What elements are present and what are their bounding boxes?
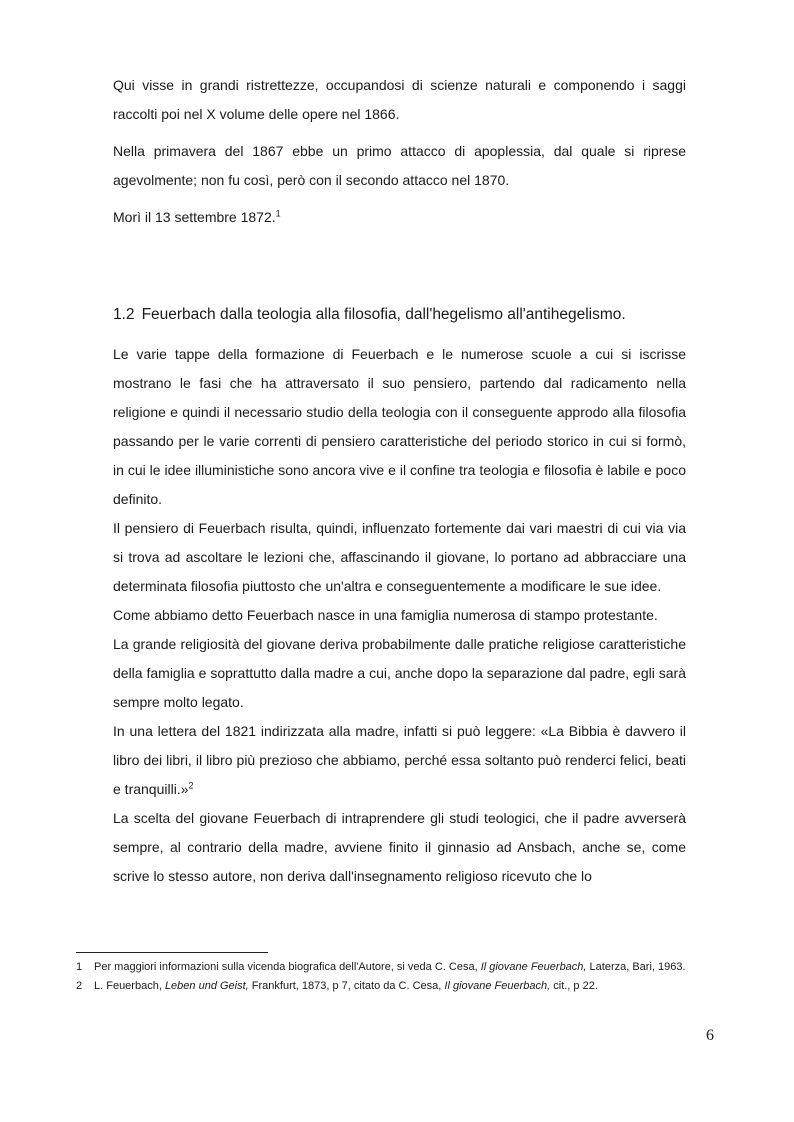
paragraph: Le varie tappe della formazione di Feuerbach e le numerose scuole a cui si iscrisse mostrano le fasi che ha attraversato il suo pensiero, partendo dal radicamento nella religione e quindi il necessario studio della teologia con il conseguente approdo alla filosofia passando per le varie correnti di pensiero caratteristiche del periodo storico in cui si formò, in cui le idee illuministiche sono ancora vive e il confine tra teologia e filosofia è labile e poco definito. bbox=[113, 346, 686, 507]
paragraph: Qui visse in grandi ristrettezze, occupandosi di scienze naturali e componendo i saggi raccolti poi nel X volume delle opere nel 1866. bbox=[113, 77, 686, 122]
footnotes bbox=[76, 960, 748, 997]
section-title: Feuerbach dalla teologia alla filosofia, dall'hegelismo all'antihegelismo. bbox=[141, 306, 626, 323]
paragraph: La grande religiosità del giovane deriva probabilmente dalle pratiche religiose caratteristiche della famiglia e soprattutto dalla madre a cui, anche dopo la separazione dal padre, egli sarà sempre molto legato. bbox=[113, 636, 686, 710]
footnote-text-part: Per maggiori informazioni sulla vicenda biografica dell'Autore, si veda C. Cesa, bbox=[94, 961, 481, 973]
top-text-block bbox=[113, 71, 686, 232]
paragraph: Il pensiero di Feuerbach risulta, quindi, influenzato fortemente dai vari maestri di cui via via si trova ad ascoltare le lezioni che, affascinando il giovane, lo portano ad abbracciare una determinata filosofia piuttosto che un'altra e conseguentemente a modificare le sue idee. bbox=[113, 520, 686, 594]
section-number: 1.2 bbox=[113, 306, 135, 323]
footnote-separator bbox=[76, 952, 268, 953]
paragraph bbox=[113, 717, 686, 804]
footnote-book-title: Il giovane Feuerbach, bbox=[480, 961, 587, 973]
footnote-text bbox=[94, 979, 748, 994]
footnote-number: 1 bbox=[76, 961, 83, 973]
paragraph: Nella primavera del 1867 ebbe un primo attacco di apoplessia, dal quale si riprese agevolmente; non fu così, però con il secondo attacco nel 1870. bbox=[113, 143, 686, 188]
letter-quote-text: In una lettera del 1821 indirizzata alla madre, infatti si può leggere: «La Bibbia è davvero il libro dei libri, il libro più prezioso che abbiamo, perché essa soltanto può renderci felici, beati e tranquilli.» bbox=[113, 723, 686, 797]
footnote-book-title: Il giovane Feuerbach, bbox=[444, 979, 551, 992]
section-heading bbox=[113, 302, 693, 328]
paragraph: Come abbiamo detto Feuerbach nasce in una famiglia numerosa di stampo protestante. bbox=[113, 607, 658, 623]
footnote-ref-2[interactable]: 2 bbox=[188, 780, 194, 791]
footnote-text-part: Frankfurt, 1873, p 7, citato da C. Cesa, bbox=[248, 979, 445, 992]
page-number: 6 bbox=[706, 1027, 714, 1044]
footnote-text-part: Laterza, Bari, 1963. bbox=[586, 961, 686, 973]
death-date-text: Morì il 13 settembre 1872. bbox=[113, 209, 276, 225]
paragraph: La scelta del giovane Feuerbach di intraprendere gli studi teologici, che il padre avverserà sempre, al contrario della madre, avviene finito il ginnasio ad Ansbach, anche se, come scrive lo stesso autore, non deriva dall'insegnamento religioso ricevuto che lo bbox=[113, 810, 686, 884]
footnote-number: 2 bbox=[76, 979, 83, 992]
footnote-text-part: L. Feuerbach, bbox=[94, 979, 165, 992]
footnote-text bbox=[94, 960, 748, 975]
footnote-text-part: cit., p 22. bbox=[550, 979, 598, 992]
footnote-item bbox=[76, 960, 748, 975]
footnote-book-title: Leben und Geist, bbox=[164, 979, 249, 992]
footnote-item bbox=[76, 979, 748, 994]
paragraph bbox=[113, 203, 686, 232]
section-text-block bbox=[113, 340, 686, 891]
footnote-ref-1[interactable]: 1 bbox=[275, 208, 281, 219]
